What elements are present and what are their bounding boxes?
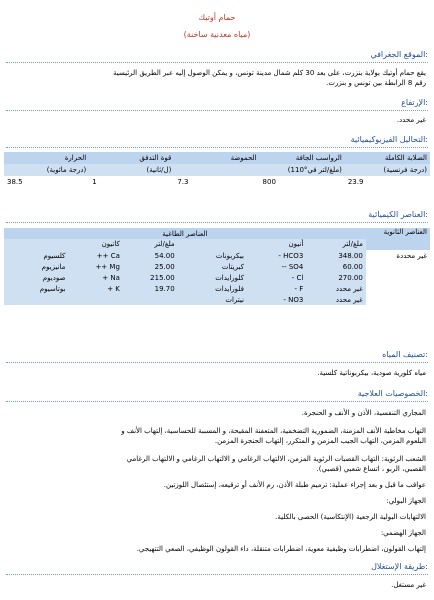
therapeutic-heading: الخصوصيات العلاجية: [357, 389, 428, 398]
altitude-heading: الإرتفاع: [401, 98, 428, 107]
location-heading: الموقع الجغرافي: [370, 50, 428, 59]
therapeutic-p4: عواقب ما قبل و بعد إجراء عملية: ترميم طبلة الأذن، رم الأنف أو ترقيعه، إستئصال اللوزتين. [163, 481, 426, 489]
cation-name: كلسيوم [4, 250, 68, 261]
anion-symbol: F - [247, 283, 306, 294]
unit-dry-residue: (ملغ/لتر في°110) [260, 164, 345, 176]
cation-value: 19.70 [123, 283, 178, 294]
anion-value: غير محدد [306, 294, 366, 305]
anion-name: نيترات [178, 294, 247, 305]
cation-symbol: K + [68, 283, 122, 294]
col-flow: قوة التدفق [89, 152, 174, 164]
anion-symbol: NO3 - [247, 294, 306, 305]
value-temperature: 38.5 [4, 176, 89, 187]
divider [6, 147, 428, 148]
location-text-line1: يقع حمام أوتيك بولاية بنزرت، على بعد 30 كلم شمال مدينة تونس، و يمكن الوصول إليه عبر الطريق الرئيسية [112, 69, 426, 77]
anion-value: 348.00 [306, 250, 366, 261]
document-title: حمام أوتيك [198, 13, 236, 22]
divider [6, 362, 428, 363]
anion-value: 60.00 [306, 261, 366, 272]
chemical-heading: العناصر الكيميائية: [368, 210, 428, 219]
cation-value: 25.00 [123, 261, 178, 272]
therapeutic-p2-line2: البلعوم المزمن، التهاب الجيب المزمن و المتكرر، إلتهاب الحنجرة المزمن. [214, 437, 426, 445]
value-dry-residue: 800 [260, 176, 345, 187]
therapeutic-p2-line1: التهاب مخاطية الأنف المزمنة، الضمورية التضخمية، المتعفنة المقيحة، و المسببة للحساسية، إلتهاب الأنف و [121, 427, 426, 435]
anion-symbol: Cl - [247, 272, 306, 283]
therapeutic-p7: الجهاز الهضمي: [380, 529, 426, 537]
unit-temperature: (درجة مائوية) [4, 164, 89, 176]
classification-heading: تصنيف المياه: [382, 350, 428, 359]
altitude-text: غير محدد. [396, 116, 426, 124]
physchem-heading: التحاليل الفيزيوكيميائية: [350, 135, 428, 144]
chemical-table [4, 228, 430, 305]
therapeutic-p1: المجاري التنفسية، الأذن و الأنف و الحنجرة. [301, 409, 426, 417]
cation-symbol: Ca ++ [68, 250, 122, 261]
document-subtitle: (مياه معدنية ساخنة) [183, 30, 251, 39]
secondary-elements-header: العناصر الثانوية [366, 228, 430, 250]
unit-flow: (ل/ثانية) [89, 164, 174, 176]
anion-symbol: HCO3 - [247, 250, 306, 261]
location-text-line2: رقم 8 الرابطة بين تونس و بنزرت. [326, 79, 426, 87]
value-ph: 7.3 [174, 176, 259, 187]
divider [6, 110, 428, 111]
cations-label: كاتيون [68, 239, 122, 249]
anions-label: أنيون [247, 239, 306, 249]
unit-ph [174, 164, 259, 176]
cation-name: مانيزيوم [4, 261, 68, 272]
cation-name: بوتاسيوم [4, 283, 68, 294]
col-hardness: الصلابة الكاملة [345, 152, 430, 164]
anion-value: غير محدد [306, 283, 366, 294]
divider [6, 574, 428, 575]
main-elements-header: العناصر الطاغية [4, 228, 366, 239]
therapeutic-p5: الجهاز البولي: [386, 497, 426, 505]
divider [6, 401, 428, 402]
anion-name: كلورايدات [178, 272, 247, 283]
anion-value: 270.00 [306, 272, 366, 283]
classification-text: مياه كلورية صودية، بيكربوناتية كلسية. [317, 369, 426, 377]
cation-symbol: Mg ++ [68, 261, 122, 272]
cation-name [4, 294, 68, 305]
cation-value [123, 294, 178, 305]
usage-heading: طريقة الإستغلال: [371, 562, 428, 571]
therapeutic-p3-line1: الشعب الرئوية: التهاب القصبات الرئوية المزمن، الالتهاب الرغامي و الالتهاب الرغامي و الالتهاب الرغامي [126, 455, 426, 463]
col-temperature: الحرارة [4, 152, 89, 164]
value-hardness: 23.9 [345, 176, 430, 187]
anion-mg-label: ملغ/لتر [306, 239, 366, 249]
therapeutic-p8: إلتهاب القولون، اضطرابات وظيفية معوية، اضطرابات متنقلة، داء القولون الوظيفي، الصعي التتهيجي. [136, 545, 426, 553]
value-flow: 1 [89, 176, 174, 187]
anion-name: كبريتات [178, 261, 247, 272]
anion-name: فلورايدات [178, 283, 247, 294]
col-dry-residue: الرواسب الجافة [260, 152, 345, 164]
anion-name: بيكربونات [178, 250, 247, 261]
cation-mg-label: ملغ/لتر [123, 239, 178, 249]
therapeutic-p6: الالتهابات البولية الرجعية (الإنتكاسية) الحصى بالكلية. [275, 513, 426, 521]
cation-symbol: Na + [68, 272, 122, 283]
cation-name: صوديوم [4, 272, 68, 283]
cation-symbol [68, 294, 122, 305]
unit-hardness: (درجة فرنسية) [345, 164, 430, 176]
physchem-table [4, 152, 430, 187]
secondary-value: غير محددة [366, 250, 430, 261]
cation-value: 54.00 [123, 250, 178, 261]
divider [6, 222, 428, 223]
usage-text: غير مستغل. [391, 581, 426, 589]
anion-symbol: SO4 -- [247, 261, 306, 272]
cation-value: 215.00 [123, 272, 178, 283]
therapeutic-p3-line2: القصبي، الربو ، اتساع شعبي (قصبي). [316, 465, 426, 473]
col-ph: الحموضة [174, 152, 259, 164]
divider [6, 62, 428, 63]
